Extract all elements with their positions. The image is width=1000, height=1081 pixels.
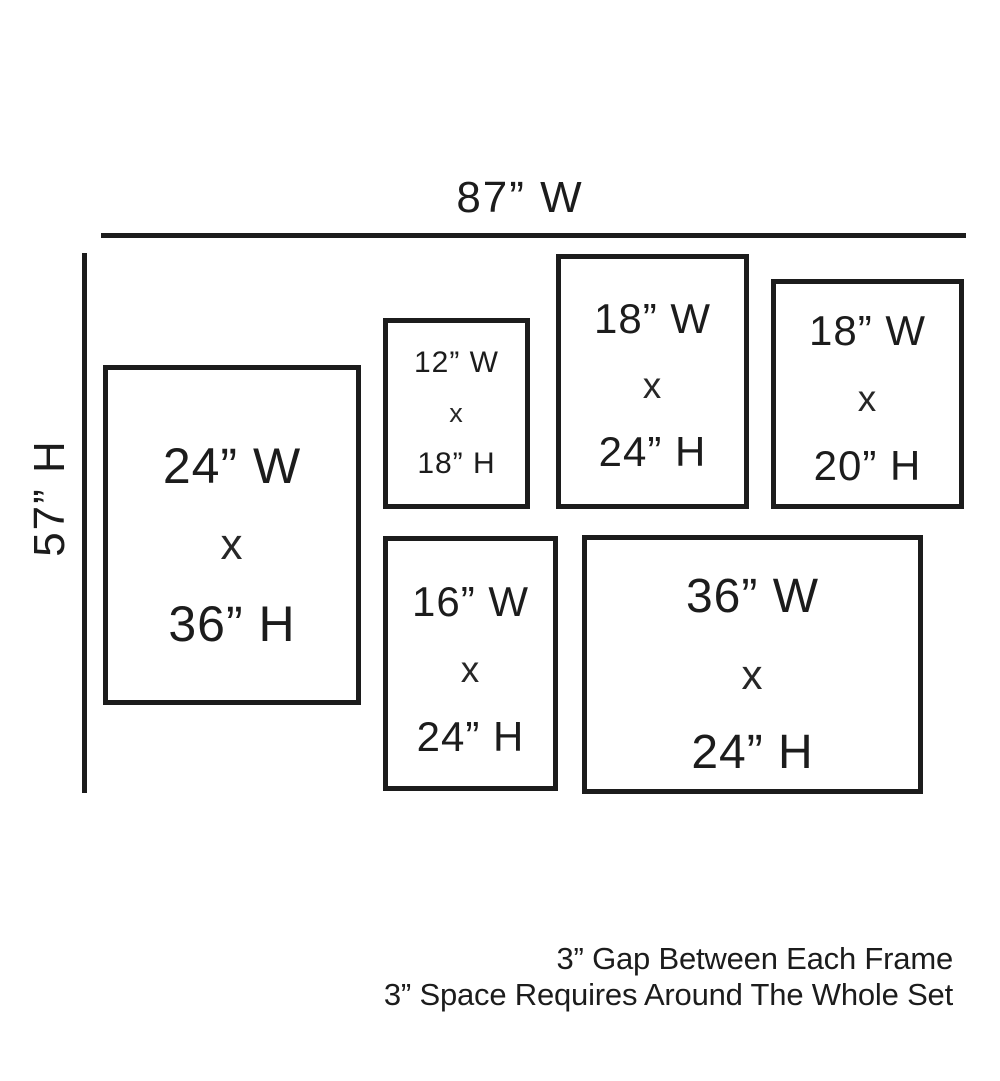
total-width-label: 87” W	[456, 173, 584, 222]
frame-width-label: 36” W	[685, 569, 819, 623]
total-height-label: 57” H	[25, 439, 74, 557]
frame-height-label: 24” H	[416, 713, 525, 760]
frame-x-separator: x	[460, 649, 481, 690]
frame-x-separator: x	[220, 520, 244, 569]
total-height-dimension-line	[82, 253, 87, 793]
spacing-notes	[384, 941, 953, 1013]
frame-x-separator: x	[449, 398, 464, 428]
frame-width-label: 16” W	[411, 578, 529, 625]
frame-18x24	[556, 254, 749, 509]
frame-36x24	[582, 535, 923, 794]
frame-height-label: 24” H	[598, 428, 707, 475]
surround-space-note: 3” Space Requires Around The Whole Set	[383, 977, 953, 1012]
frame-x-separator: x	[642, 365, 663, 406]
frame-16x24	[383, 536, 558, 791]
frame-18x20	[771, 279, 964, 509]
frame-24x36	[103, 365, 361, 705]
frame-height-label: 20” H	[813, 441, 922, 489]
frame-width-label: 12” W	[413, 346, 499, 379]
frame-height-label: 18” H	[417, 447, 496, 480]
frame-width-label: 24” W	[162, 438, 302, 494]
frame-height-label: 24” H	[691, 725, 814, 779]
frame-width-label: 18” W	[808, 306, 926, 354]
total-width-dimension-line	[101, 233, 966, 238]
frame-12x18	[383, 318, 530, 509]
frame-x-separator: x	[741, 650, 764, 698]
frame-x-separator: x	[857, 377, 878, 419]
gap-note: 3” Gap Between Each Frame	[556, 941, 953, 976]
frame-height-label: 36” H	[168, 596, 296, 652]
frame-width-label: 18” W	[593, 295, 711, 342]
